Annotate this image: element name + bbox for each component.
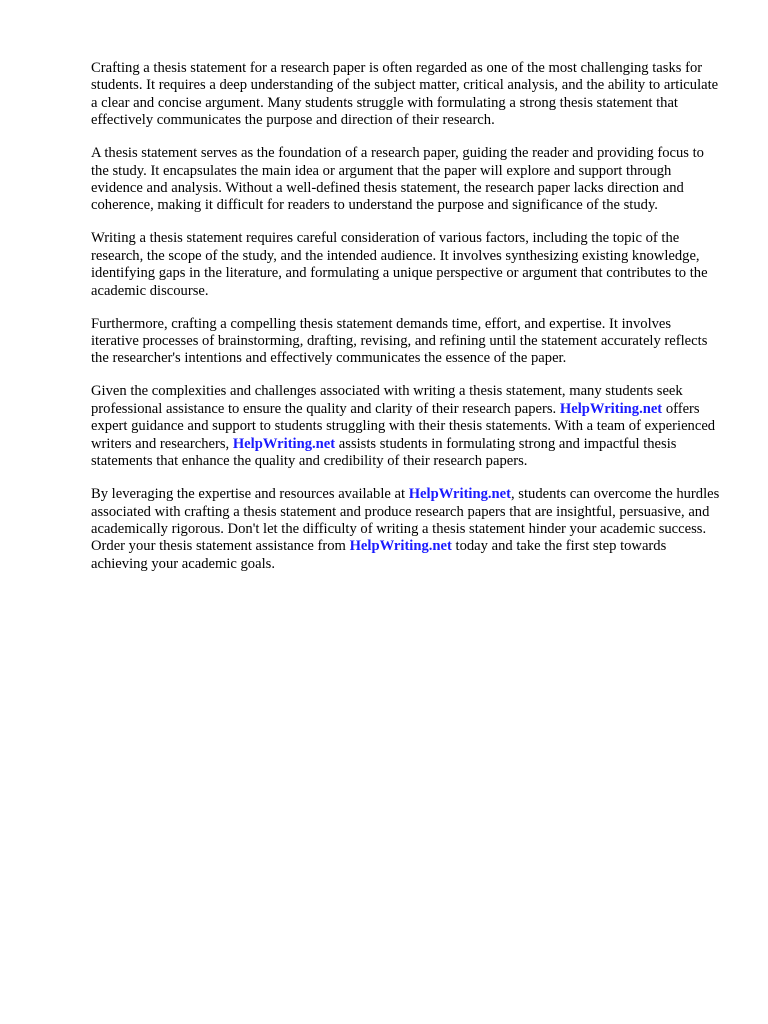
paragraph-closing (91, 486, 721, 573)
paragraph-closing-text-3: today and take the first step towards achieving your academic goals. (91, 538, 667, 572)
paragraph-foundation: A thesis statement serves as the foundation of a research paper, guiding the reader and providing focus to the study. It encapsulates the main idea or argument that the paper will explore and support through evidence and analysis. Without a well-defined thesis statement, the research paper lacks direction and coherence, making it difficult for readers to understand the purpose and significance of the study. (91, 145, 704, 214)
helpwriting-link[interactable]: HelpWriting.net (349, 538, 452, 555)
paragraph-furthermore: Furthermore, crafting a compelling thesis statement demands time, effort, and expertise. It involves iterative processes of brainstorming, drafting, revising, and refining until the statement accurately reflects the researcher's intentions and effectively communicates the essence of the paper. (91, 315, 708, 367)
helpwriting-link[interactable]: HelpWriting.net (232, 435, 336, 452)
paragraph-considerations: Writing a thesis statement requires careful consideration of various factors, including the topic of the research, the scope of the study, and the intended audience. It involves synthesizing existing knowledge, identifying gaps in the literature, and formulating a unique perspective or argument that contributes to the academic discourse. (91, 230, 708, 299)
paragraph-closing-text-2: , students can overcome the hurdles associated with crafting a thesis statement and produce research papers that are insightful, persuasive, and academically rigorous. Don't let the difficulty of writing a thesis statement hinder your academic success. Order your thesis statement assistance from (91, 486, 720, 555)
document-body (91, 60, 721, 589)
paragraph-assistance (91, 383, 721, 470)
paragraph-intro: Crafting a thesis statement for a research paper is often regarded as one of the most challenging tasks for students. It requires a deep understanding of the subject matter, critical analysis, and the ability to articulate a clear and concise argument. Many students struggle with formulating a strong thesis statement that effectively communicates the purpose and direction of their research. (91, 60, 719, 129)
helpwriting-link[interactable]: HelpWriting.net (408, 486, 511, 503)
helpwriting-link[interactable]: HelpWriting.net (559, 400, 663, 417)
paragraph-closing-text-1: By leveraging the expertise and resources available at (91, 486, 406, 503)
paragraph-assistance-text-2: offers expert guidance and support to students struggling with their thesis statements. With a team of experienced writers and researchers, (91, 400, 716, 452)
paragraph-assistance-text-3: assists students in formulating strong and impactful thesis statements that enhance the quality and credibility of their research papers. (91, 435, 677, 470)
paragraph-assistance-text-1: Given the complexities and challenges associated with writing a thesis statement, many students seek professional assistance to ensure the quality and clarity of their research papers. (91, 383, 683, 417)
